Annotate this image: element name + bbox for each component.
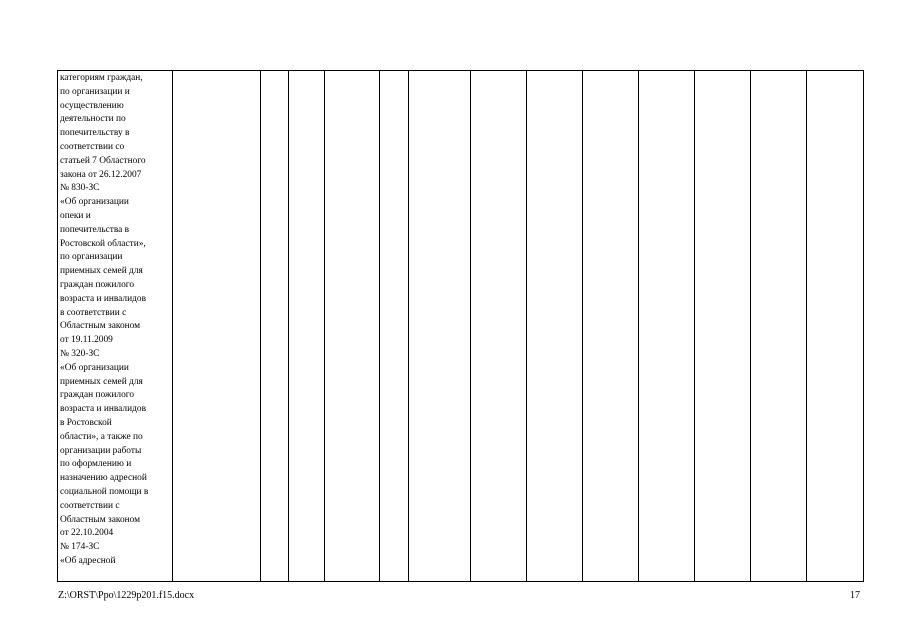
table-cell (807, 71, 864, 582)
table-cell (583, 71, 639, 582)
table-cell (471, 71, 527, 582)
table-cell (261, 71, 289, 582)
table-cell (380, 71, 409, 582)
table-cell (409, 71, 471, 582)
table-cell (289, 71, 325, 582)
table-row (58, 71, 864, 582)
table-cell (751, 71, 807, 582)
table-cell (527, 71, 583, 582)
document-table (57, 70, 864, 582)
table-cell (639, 71, 695, 582)
footer-page-number: 17 (850, 590, 860, 601)
table-cell (695, 71, 751, 582)
footer-file-path: Z:\ORST\Ppo\1229p201.f15.docx (58, 590, 195, 601)
table-cell-description: категориям граждан, по организации и осуществлению деятельности по попечительству в соответствии со статьей 7 Областного закона от 26.12.2007 № 830-ЗС «Об организации опеки и попечительства в Ростовской области», по организации приемных семей для граждан пожилого возраста и инвалидов в соответствии с Областным законом от 19.11.2009 № 320-ЗС «Об организации приемных семей для граждан пожилого возраста и инвалидов в Ростовской области», а также по организации работы по оформлению и назначению адресной социальной помощи в соответствии с Областным законом от 22.10.2004 № 174-ЗС «Об адресной (58, 71, 173, 582)
table-cell (173, 71, 261, 582)
table-cell (325, 71, 380, 582)
